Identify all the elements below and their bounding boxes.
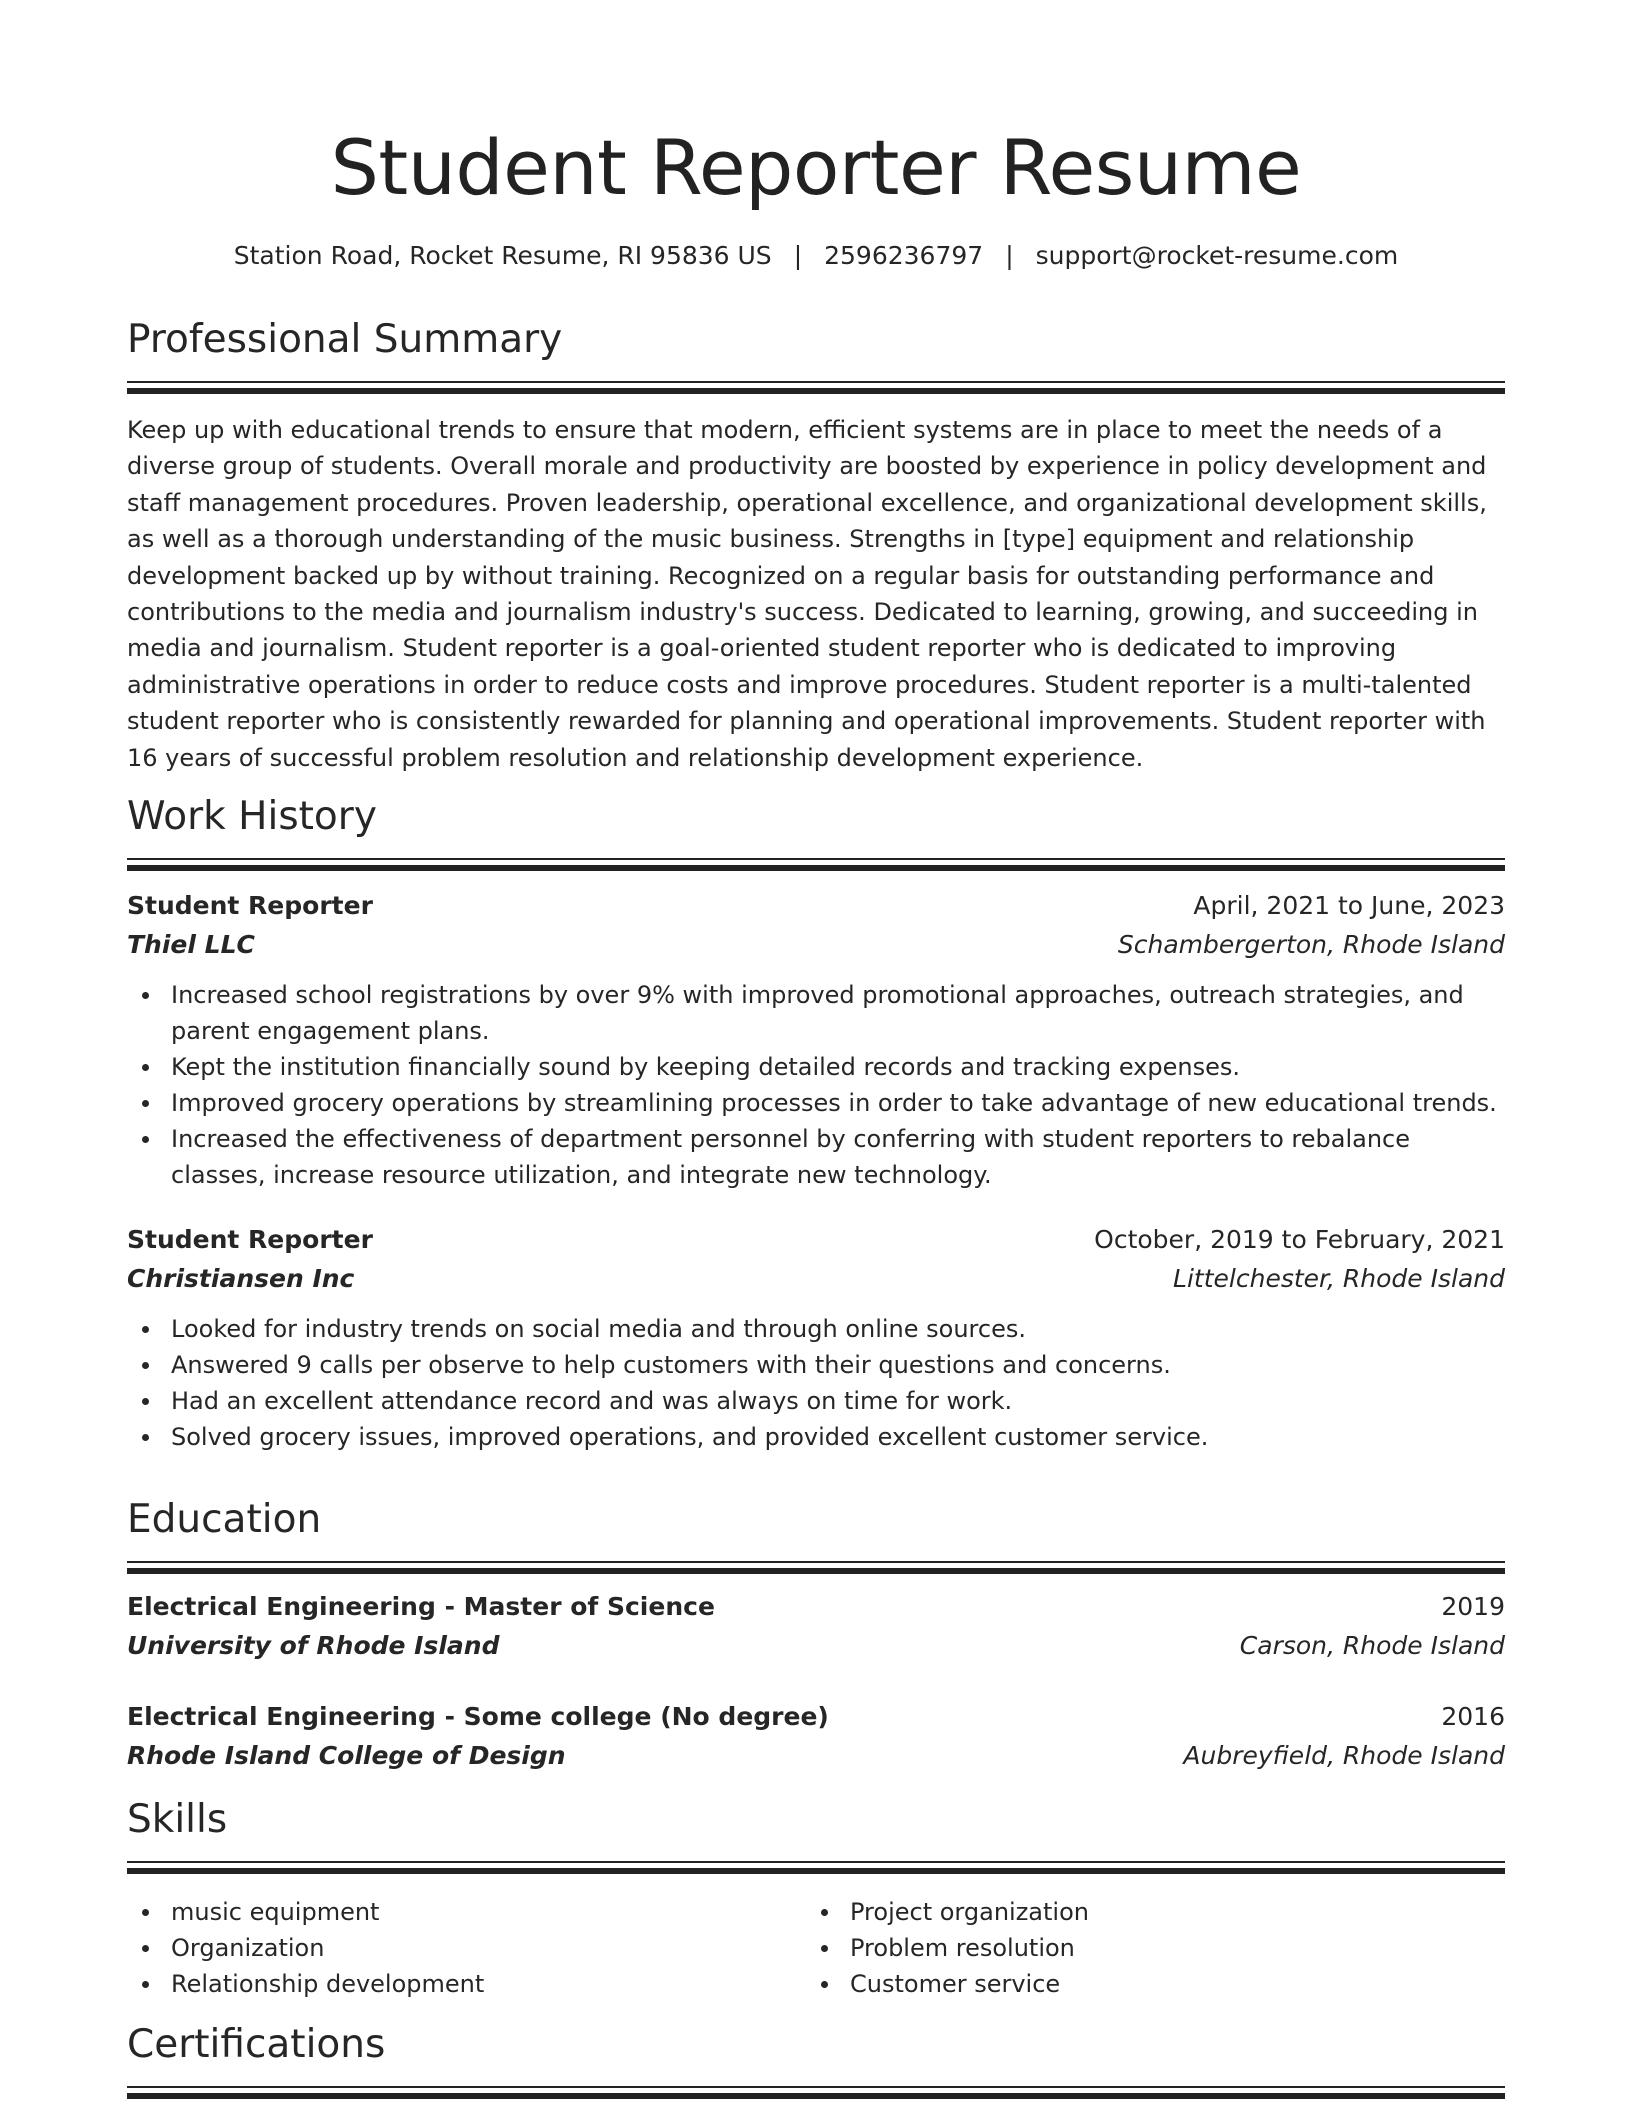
job-header-row (127, 887, 1505, 925)
education-school: Rhode Island College of Design (127, 1741, 566, 1770)
education-degree: Electrical Engineering - Master of Science (127, 1592, 715, 1621)
skill-item: Organization (127, 1930, 806, 1966)
job-position: Student Reporter (127, 891, 373, 920)
skill-item: Problem resolution (806, 1930, 1485, 1966)
education-entry (127, 1698, 1505, 1776)
job-bullets (127, 1311, 1505, 1455)
section-divider (127, 1861, 1505, 1863)
job-entry (127, 887, 1505, 1193)
education-school: University of Rhode Island (127, 1631, 500, 1660)
skill-item: Project organization (806, 1894, 1485, 1930)
job-header-row (127, 1221, 1505, 1259)
job-bullet: Kept the institution financially sound by keeping detailed records and tracking expenses. (127, 1049, 1505, 1085)
section-title-education: Education (127, 1497, 322, 1542)
job-bullet: Solved grocery issues, improved operations, and provided excellent customer service. (127, 1419, 1505, 1455)
contact-address: Station Road, Rocket Resume, RI 95836 US (233, 241, 772, 270)
education-location: Aubreyfield, Rhode Island (1183, 1741, 1505, 1770)
section-title-summary: Professional Summary (127, 317, 563, 362)
contact-line (127, 238, 1505, 274)
job-bullet: Improved grocery operations by streamlining processes in order to take advantage of new educational trends. (127, 1085, 1505, 1121)
job-bullet: Answered 9 calls per observe to help customers with their questions and concerns. (127, 1347, 1505, 1383)
education-school-row (127, 1736, 1505, 1776)
job-bullet: Had an excellent attendance record and was always on time for work. (127, 1383, 1505, 1419)
skill-item: Customer service (806, 1966, 1485, 2002)
job-company: Christiansen Inc (127, 1264, 355, 1293)
education-section (127, 1493, 1505, 1776)
skills-section (127, 1793, 1505, 2002)
job-dates: October, 2019 to February, 2021 (1094, 1225, 1505, 1254)
education-header-row (127, 1698, 1505, 1736)
contact-separator: | (1005, 241, 1014, 270)
skills-columns (127, 1882, 1505, 2002)
job-location: Schambergerton, Rhode Island (1117, 930, 1505, 959)
job-entry (127, 1221, 1505, 1455)
education-entry (127, 1588, 1505, 1666)
skills-list-right (806, 1894, 1485, 2002)
job-bullets (127, 977, 1505, 1193)
summary-text: Keep up with educational trends to ensure that modern, efficient systems are in place to meet the needs of a diverse group of students. Overall morale and productivity are boosted by experience in policy development and staff management procedures. Proven leadership, operational excellence, and organizational development skills, as well as a thorough understanding of the music business. Strengths in [type] equipment and relationship development backed up by without training. Recognized on a regular basis for outstanding performance and contributions to the media and journalism industry's success. Dedicated to learning, growing, and succeeding in media and journalism. Student reporter is a goal-oriented student reporter who is dedicated to improving administrative operations in order to reduce costs and improve procedures. Student reporter is a multi-talented student reporter who is consistently rewarded for planning and operational improvements. Student reporter with 16 years of successful problem resolution and relationship development experience. (127, 416, 1487, 772)
education-year: 2016 (1441, 1702, 1505, 1731)
section-divider (127, 2093, 1505, 2099)
job-bullet: Increased school registrations by over 9% with improved promotional approaches, outreach strategies, and parent engagement plans. (127, 977, 1505, 1049)
contact-separator: | (793, 241, 803, 270)
section-divider (127, 1568, 1505, 1574)
job-location: Littelchester, Rhode Island (1173, 1264, 1505, 1293)
section-divider (127, 388, 1505, 394)
section-divider (127, 2086, 1505, 2088)
certifications-section (127, 2018, 1505, 2099)
job-company: Thiel LLC (127, 930, 255, 959)
education-header-row (127, 1588, 1505, 1626)
job-bullet: Looked for industry trends on social media and through online sources. (127, 1311, 1505, 1347)
section-divider (127, 865, 1505, 871)
section-divider (127, 1561, 1505, 1563)
section-divider (127, 1868, 1505, 1874)
summary-section (127, 313, 1505, 776)
education-school-row (127, 1626, 1505, 1666)
education-location: Carson, Rhode Island (1239, 1631, 1505, 1660)
section-divider (127, 858, 1505, 860)
job-position: Student Reporter (127, 1225, 373, 1254)
skill-item: Relationship development (127, 1966, 806, 2002)
resume-page (127, 0, 1505, 2112)
job-company-row (127, 925, 1505, 965)
education-year: 2019 (1441, 1592, 1505, 1621)
job-company-row (127, 1259, 1505, 1299)
section-title-certifications: Certifications (127, 2022, 386, 2067)
contact-email: support@rocket-resume.com (1035, 241, 1399, 270)
resume-title: Student Reporter Resume (330, 123, 1302, 212)
contact-phone: 2596236797 (824, 241, 984, 270)
work-history-section (127, 790, 1505, 1455)
section-title-skills: Skills (127, 1797, 228, 1842)
education-degree: Electrical Engineering - Some college (No degree) (127, 1702, 829, 1731)
section-divider (127, 381, 1505, 383)
job-dates: April, 2021 to June, 2023 (1193, 891, 1505, 920)
skill-item: music equipment (127, 1894, 806, 1930)
job-bullet: Increased the effectiveness of department personnel by conferring with student reporters to rebalance classes, increase resource utilization, and integrate new technology. (127, 1121, 1505, 1193)
section-title-work-history: Work History (127, 794, 377, 839)
skills-list-left (127, 1894, 806, 2002)
